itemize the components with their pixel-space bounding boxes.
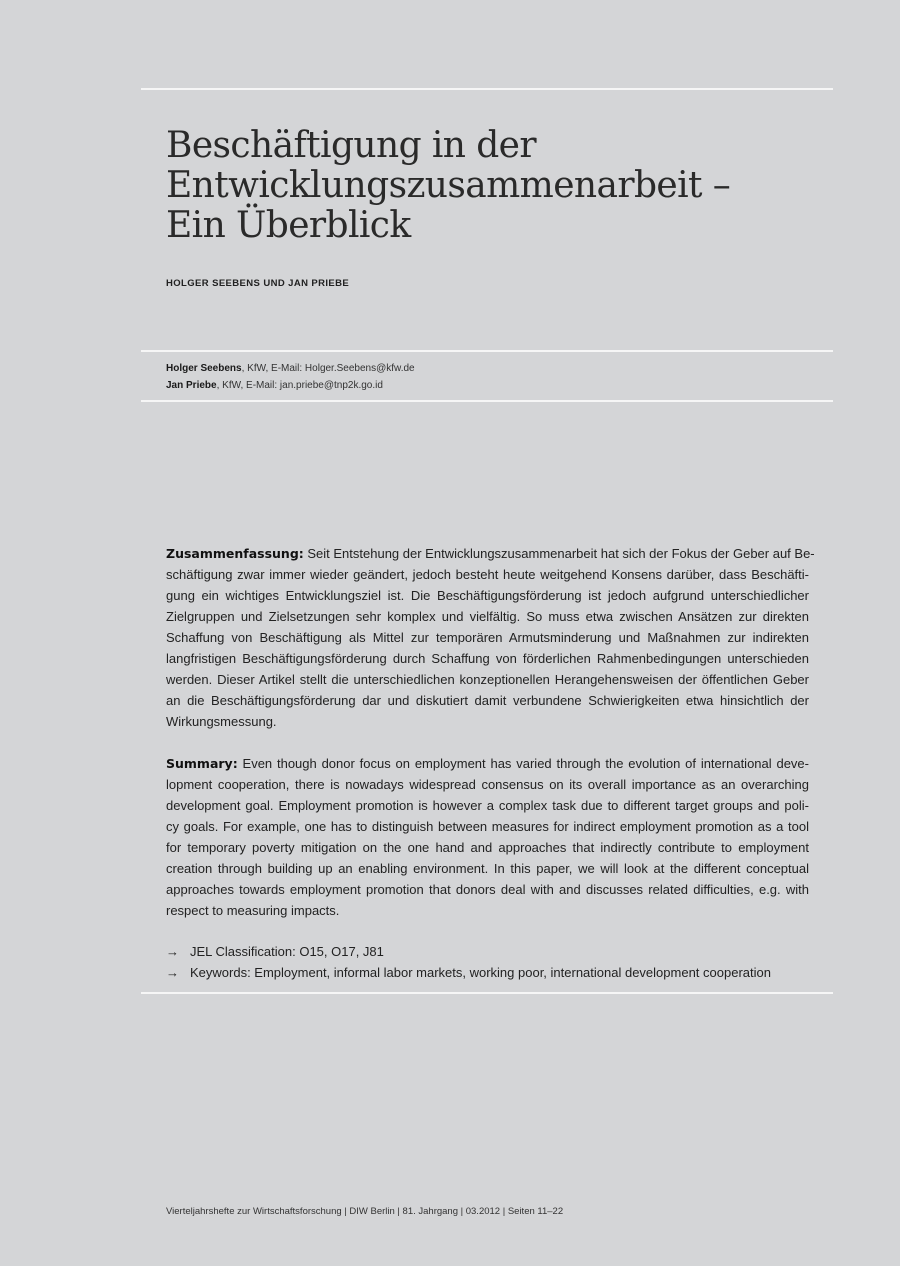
abstract-bottom-rule (141, 992, 833, 994)
title-line: Ein Überblick (166, 205, 411, 246)
top-rule (141, 88, 833, 90)
abstract-line: Zusammenfassung: Seit Entstehung der Entwicklungszusammenarbeit hat sich der Fokus der Geber auf Be- (166, 546, 815, 561)
jel-classification: → JEL Classification: O15, O17, J81 (166, 941, 826, 962)
abstract-block (166, 543, 815, 921)
abstract-line: langfristigen Beschäftigungsförderung durch Schaffung von förderlichen Rahmenbedingungen unterschieden (166, 651, 809, 666)
abstract-line: an die Beschäftigungsförderung dar und diskutiert damit verbundene Schwierigkeiten etwa hinsichtlich der (166, 693, 809, 708)
affiliations (166, 360, 415, 394)
affiliation-top-rule (141, 350, 833, 352)
arrow-right-icon: → (166, 944, 179, 959)
title-line: Beschäftigung in der (166, 125, 536, 166)
classification-list (166, 941, 826, 983)
summary-line: Summary: Even though donor focus on employment has varied through the evolution of international deve- (166, 756, 809, 771)
summary-label: Summary: (166, 756, 238, 771)
affiliation-bottom-rule (141, 400, 833, 402)
article-title (166, 126, 826, 246)
summary-line: development goal. Employment promotion is however a complex task due to different target groups and poli- (166, 798, 809, 813)
summary-line: for temporary poverty mitigation on the one hand and approaches that indirectly contribute to employment (166, 840, 809, 855)
affiliation-entry (166, 377, 415, 394)
zusammenfassung-label: Zusammenfassung: (166, 546, 304, 561)
affiliation-detail: , KfW, E-Mail: Holger.Seebens@kfw.de (241, 363, 415, 374)
abstract-line: Schaffung von Beschäftigung als Mittel zur temporären Armutsminderung und Maßnahmen zur indirekten (166, 630, 809, 645)
affiliation-entry (166, 360, 415, 377)
page-footer: Vierteljahrshefte zur Wirtschaftsforschung | DIW Berlin | 81. Jahrgang | 03.2012 | Seiten 11–22 (166, 1206, 564, 1217)
abstract-line: werden. Dieser Artikel stellt die unterschiedlichen konzeptionellen Herangehensweisen der öffentlichen Geber (166, 672, 809, 687)
title-line: Entwicklungszusammenarbeit – (166, 165, 731, 206)
keywords: → Keywords: Employment, informal labor markets, working poor, international development cooperation (166, 962, 826, 983)
summary-line: lopment cooperation, there is nowadays widespread consensus on its overall importance as an overarching (166, 777, 809, 792)
summary-line: creation through building up an enabling environment. In this paper, we will look at the different conceptual (166, 861, 809, 876)
abstract-line: Wirkungsmessung. (166, 714, 277, 729)
arrow-right-icon: → (166, 965, 179, 980)
affiliation-detail: , KfW, E-Mail: jan.priebe@tnp2k.go.id (216, 380, 383, 391)
summary-line: cy goals. For example, one has to distinguish between measures for indirect employment promotion as a tool (166, 819, 809, 834)
summary-line: approaches towards employment promotion that donors deal with and discusses related difficulties, e.g. with (166, 882, 809, 897)
summary-line: respect to measuring impacts. (166, 903, 340, 918)
affiliation-name: Jan Priebe (166, 380, 217, 391)
author-line: HOLGER SEEBENS UND JAN PRIEBE (166, 278, 350, 289)
affiliation-name: Holger Seebens (166, 363, 242, 374)
summary-paragraph (166, 753, 809, 921)
abstract-line: schäftigung zwar immer wieder geändert, jedoch besteht heute weitgehend Konsens darüber, dass Beschäfti- (166, 567, 809, 582)
abstract-line: Zielgruppen und Zielsetzungen sehr komplex und vielfältig. So muss etwa zwischen Ansätzen zur direkten (166, 609, 809, 624)
abstract-line: gung ein wichtiges Entwicklungsziel ist. Die Beschäftigungsförderung ist jedoch aufgrund unterschiedlicher (166, 588, 809, 603)
zusammenfassung-paragraph (166, 543, 815, 732)
